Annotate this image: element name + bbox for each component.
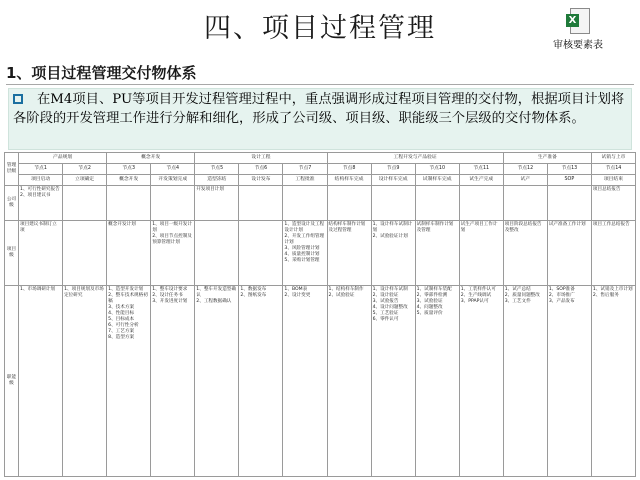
node-header: 节点8 <box>327 164 371 175</box>
divider <box>6 84 634 85</box>
node-header: 节点5 <box>195 164 239 175</box>
node-header: 节点11 <box>459 164 503 175</box>
deliverable-cell: 项目建议书制订立项 <box>19 221 63 286</box>
deliverable-cell: 项目总结报告 <box>591 186 635 221</box>
node-header: 节点2 <box>63 164 107 175</box>
note-box <box>8 88 632 150</box>
row-level-label: 职能级 <box>5 286 19 477</box>
milestone-header: 试产 <box>503 175 547 186</box>
deliverables-table <box>4 152 636 477</box>
node-header: 节点4 <box>151 164 195 175</box>
node-header: 节点14 <box>591 164 635 175</box>
deliverable-cell: 1、造型设计及工程设计计划 2、开发工作组管理计划 3、风险管理计划 4、质量控制计划 5、采购计划管理 <box>283 221 327 286</box>
deliverable-cell <box>371 186 415 221</box>
deliverable-cell: 1、试制样车装配 2、零部件检测 3、试验验证 4、问题整改 5、质量评价 <box>415 286 459 477</box>
milestone-header: 试制样车完成 <box>415 175 459 186</box>
deliverable-cell: 项目阶段总结报告及整改 <box>503 221 547 286</box>
deliverable-cell: 1、SOP准备 2、市场推广 3、产品发布 <box>547 286 591 477</box>
milestone-header: 造型冻结 <box>195 175 239 186</box>
table-row <box>5 221 636 286</box>
deliverable-cell: 1、整车开发造型确认 2、工程数据确认 <box>195 286 239 477</box>
deliverable-cell <box>327 186 371 221</box>
deliverable-cell: 开发项目计划 <box>195 186 239 221</box>
milestone-header: 立项确定 <box>63 175 107 186</box>
deliverable-cell: 1、项目规划及市场定位研究 <box>63 286 107 477</box>
phase-header: 试销与上市 <box>591 153 635 164</box>
deliverable-cell <box>239 186 283 221</box>
deliverable-cell: 1、项目一级开发计划 2、项目节点控制及预算管理计划 <box>151 221 195 286</box>
milestone-header: 设计样车完成 <box>371 175 415 186</box>
row-level-label: 项目级 <box>5 221 19 286</box>
deliverable-cell: 试生产项目工作计划 <box>459 221 503 286</box>
deliverable-cell: 1、整车设计要求 2、设计任务书 3、开发进度计划 <box>151 286 195 477</box>
deliverable-cell <box>107 186 151 221</box>
deliverable-cell: 1、结构样车制作 2、试验验证 <box>327 286 371 477</box>
table-row <box>5 286 636 477</box>
phase-header: 概念开发 <box>107 153 195 164</box>
deliverable-cell: 试制样车制作计划及管理 <box>415 221 459 286</box>
milestone-header: 试生产完成 <box>459 175 503 186</box>
deliverable-cell: 1、试产总结 2、质量问题整改 3、工艺文件 <box>503 286 547 477</box>
deliverable-cell: 1、可行性研究报告 2、项目建议书 <box>19 186 63 221</box>
deliverable-cell <box>195 221 239 286</box>
phase-header: 设计工程 <box>195 153 327 164</box>
node-header: 节点6 <box>239 164 283 175</box>
node-header: 节点3 <box>107 164 151 175</box>
deliverable-cell: 1、设计样车试制 2、设计验证 3、试验报告 4、设计问题整改 5、工艺验证 6、零件认可 <box>371 286 415 477</box>
attachment-label: 审核要素表 <box>553 40 603 51</box>
milestone-header: SOP <box>547 175 591 186</box>
section-subtitle: 1、项目过程管理交付物体系 <box>6 64 197 82</box>
node-header: 节点7 <box>283 164 327 175</box>
phase-header: 产品规划 <box>19 153 107 164</box>
checkbox-bullet-icon <box>13 94 23 104</box>
deliverable-cell: 试产准备工作计划 <box>547 221 591 286</box>
page-title: 四、项目过程管理 <box>204 13 436 44</box>
milestone-header: 设计发布 <box>239 175 283 186</box>
deliverable-cell <box>547 186 591 221</box>
deliverable-cell: 结构样车制作计划及过程管理 <box>327 221 371 286</box>
milestone-header: 概念开发 <box>107 175 151 186</box>
phase-header: 工程开发与产品验证 <box>327 153 503 164</box>
deliverable-cell <box>459 186 503 221</box>
node-header: 节点10 <box>415 164 459 175</box>
node-header: 节点12 <box>503 164 547 175</box>
deliverable-cell: 1、BOM表 2、设计变更 <box>283 286 327 477</box>
deliverable-cell <box>63 221 107 286</box>
phase-header: 生产准备 <box>503 153 591 164</box>
table-row <box>5 186 636 221</box>
excel-icon[interactable]: X <box>566 8 590 34</box>
deliverable-cell: 1、造型开发计划 2、整车技术规格初稿 3、技术方案 4、性能目标 5、目标成本 6、可行性分析 7、工艺方案 8、造型方案 <box>107 286 151 477</box>
deliverable-cell <box>239 221 283 286</box>
deliverable-cell <box>283 186 327 221</box>
row-level-label: 公司级 <box>5 186 19 221</box>
node-header: 节点9 <box>371 164 415 175</box>
note-paragraph <box>13 90 627 128</box>
deliverable-cell: 项目工作总结报告 <box>591 221 635 286</box>
milestone-header: 结构样车完成 <box>327 175 371 186</box>
node-header: 节点1 <box>19 164 63 175</box>
corner-header: 管理层级 <box>5 153 19 186</box>
milestone-header: 项目结束 <box>591 175 635 186</box>
deliverable-cell: 1、工装样件认可 2、生产线调试 3、PPAP认可 <box>459 286 503 477</box>
deliverable-cell: 1、数据发布 2、图纸发布 <box>239 286 283 477</box>
milestone-header: 工程批准 <box>283 175 327 186</box>
note-text: 在M4项目、PU等项目开发过程管理过程中，重点强调形成过程项目管理的交付物，根据项目计划将各阶段的开发管理工作进行分解和细化，形成了公司级、项目级、职能级三个层级的交付物体系。 <box>13 92 625 126</box>
deliverable-cell: 1、市场调研计划 <box>19 286 63 477</box>
deliverable-cell: 概念开发计划 <box>107 221 151 286</box>
deliverable-cell <box>151 186 195 221</box>
deliverable-cell: 1、试销及上市计划 2、售后服务 <box>591 286 635 477</box>
milestone-header: 项目启动 <box>19 175 63 186</box>
deliverable-cell <box>503 186 547 221</box>
deliverable-cell <box>415 186 459 221</box>
audit-elements-attachment[interactable] <box>548 8 608 51</box>
deliverable-cell: 1、设计样车试制计划 2、试验验证计划 <box>371 221 415 286</box>
node-header: 节点13 <box>547 164 591 175</box>
deliverable-cell <box>63 186 107 221</box>
milestone-header: 开发策划完成 <box>151 175 195 186</box>
